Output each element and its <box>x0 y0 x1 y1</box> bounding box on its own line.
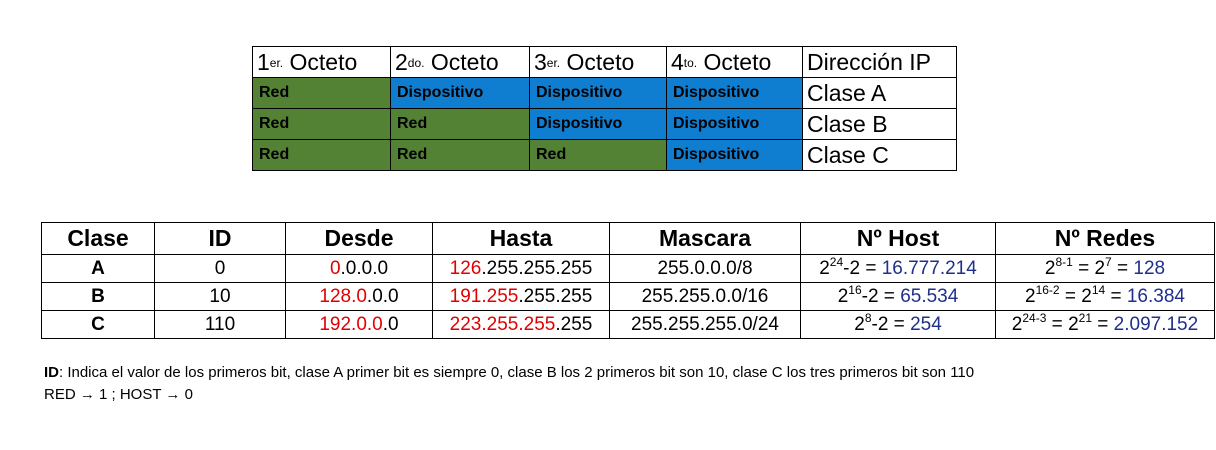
octet-cell: Dispositivo <box>530 78 667 109</box>
range-to <box>433 283 610 311</box>
octet-header-row <box>253 47 957 78</box>
octet-cell: Dispositivo <box>667 140 803 171</box>
class-row-a <box>42 255 1215 283</box>
id-note-label: ID <box>44 364 59 381</box>
class-id: 10 <box>155 283 286 311</box>
host-part: .255 <box>555 313 593 335</box>
ip-address-header: Dirección IP <box>803 47 957 78</box>
network-count: $2^{24-3} = 2^{21} = 2.097.152$ <box>996 311 1215 339</box>
host-part: .0.0.0 <box>340 257 389 279</box>
octet-header-4: $4^{to.}$ Octeto <box>667 47 803 78</box>
header-id: ID <box>155 223 286 255</box>
range-from <box>286 311 433 339</box>
class-label: Clase A <box>803 78 957 109</box>
header-network-count: Nº Redes <box>996 223 1215 255</box>
range-from <box>286 255 433 283</box>
octet-cell: Red <box>253 140 391 171</box>
notes <box>44 362 974 406</box>
header-mascara: Mascara <box>610 223 801 255</box>
octet-cell: Red <box>391 109 530 140</box>
class-id: 0 <box>155 255 286 283</box>
octet-row-class-c <box>253 140 957 171</box>
network-part: 126 <box>449 257 482 279</box>
class-name: A <box>42 255 155 283</box>
octet-cell: Red <box>253 78 391 109</box>
host-count: $2^8-2 = 254$ <box>801 311 996 339</box>
octet-table <box>252 46 957 171</box>
class-label: Clase B <box>803 109 957 140</box>
class-row-c <box>42 311 1215 339</box>
octet-row-class-b <box>253 109 957 140</box>
host-count: $2^{16}-2 = 65.534$ <box>801 283 996 311</box>
class-name: C <box>42 311 155 339</box>
network-count: $2^{8-1} = 2^7 = 128$ <box>996 255 1215 283</box>
network-part: 0 <box>329 257 341 279</box>
octet-cell: Dispositivo <box>391 78 530 109</box>
octet-cell: Red <box>530 140 667 171</box>
octet-cell: Dispositivo <box>530 109 667 140</box>
host-part: .0.0 <box>366 285 399 307</box>
network-count: $2^{16-2} = 2^{14} = 16.384$ <box>996 283 1215 311</box>
octet-cell: Dispositivo <box>667 78 803 109</box>
header-clase: Clase <box>42 223 155 255</box>
id-note <box>44 362 974 384</box>
octet-header-3: $3^{er.}$ Octeto <box>530 47 667 78</box>
range-to <box>433 255 610 283</box>
host-count: $2^{24}-2 = 16.777.214$ <box>801 255 996 283</box>
host-part: .0 <box>382 313 399 335</box>
network-part: 223.255.255 <box>449 313 556 335</box>
subnet-mask: 255.255.255.0/24 <box>610 311 801 339</box>
host-part: .255.255 <box>518 285 593 307</box>
network-part: 192.0.0 <box>319 313 383 335</box>
octet-header-1: $1^{er.}$ Octeto <box>253 47 391 78</box>
header-host-count: Nº Host <box>801 223 996 255</box>
header-desde: Desde <box>286 223 433 255</box>
octet-cell: Red <box>253 109 391 140</box>
octet-cell: Red <box>391 140 530 171</box>
header-hasta: Hasta <box>433 223 610 255</box>
host-part: .255.255.255 <box>481 257 593 279</box>
class-row-b <box>42 283 1215 311</box>
octet-header-2: $2^{do.}$ Octeto <box>391 47 530 78</box>
class-id: 110 <box>155 311 286 339</box>
ip-class-table <box>41 222 1215 339</box>
class-name: B <box>42 283 155 311</box>
subnet-mask: 255.0.0.0/8 <box>610 255 801 283</box>
subnet-mask: 255.255.0.0/16 <box>610 283 801 311</box>
class-table-header-row <box>42 223 1215 255</box>
bit-legend: RED → 1 ; HOST → 0 <box>44 386 193 403</box>
id-note-text: : Indica el valor de los primeros bit, clase A primer bit es siempre 0, clase B los 2 primeros bit son 10, clase C los tres primeros bit son 110 <box>59 364 975 381</box>
octet-row-class-a <box>253 78 957 109</box>
network-part: 128.0 <box>319 285 367 307</box>
octet-cell: Dispositivo <box>667 109 803 140</box>
range-from <box>286 283 433 311</box>
network-part: 191.255 <box>449 285 519 307</box>
class-label: Clase C <box>803 140 957 171</box>
range-to <box>433 311 610 339</box>
